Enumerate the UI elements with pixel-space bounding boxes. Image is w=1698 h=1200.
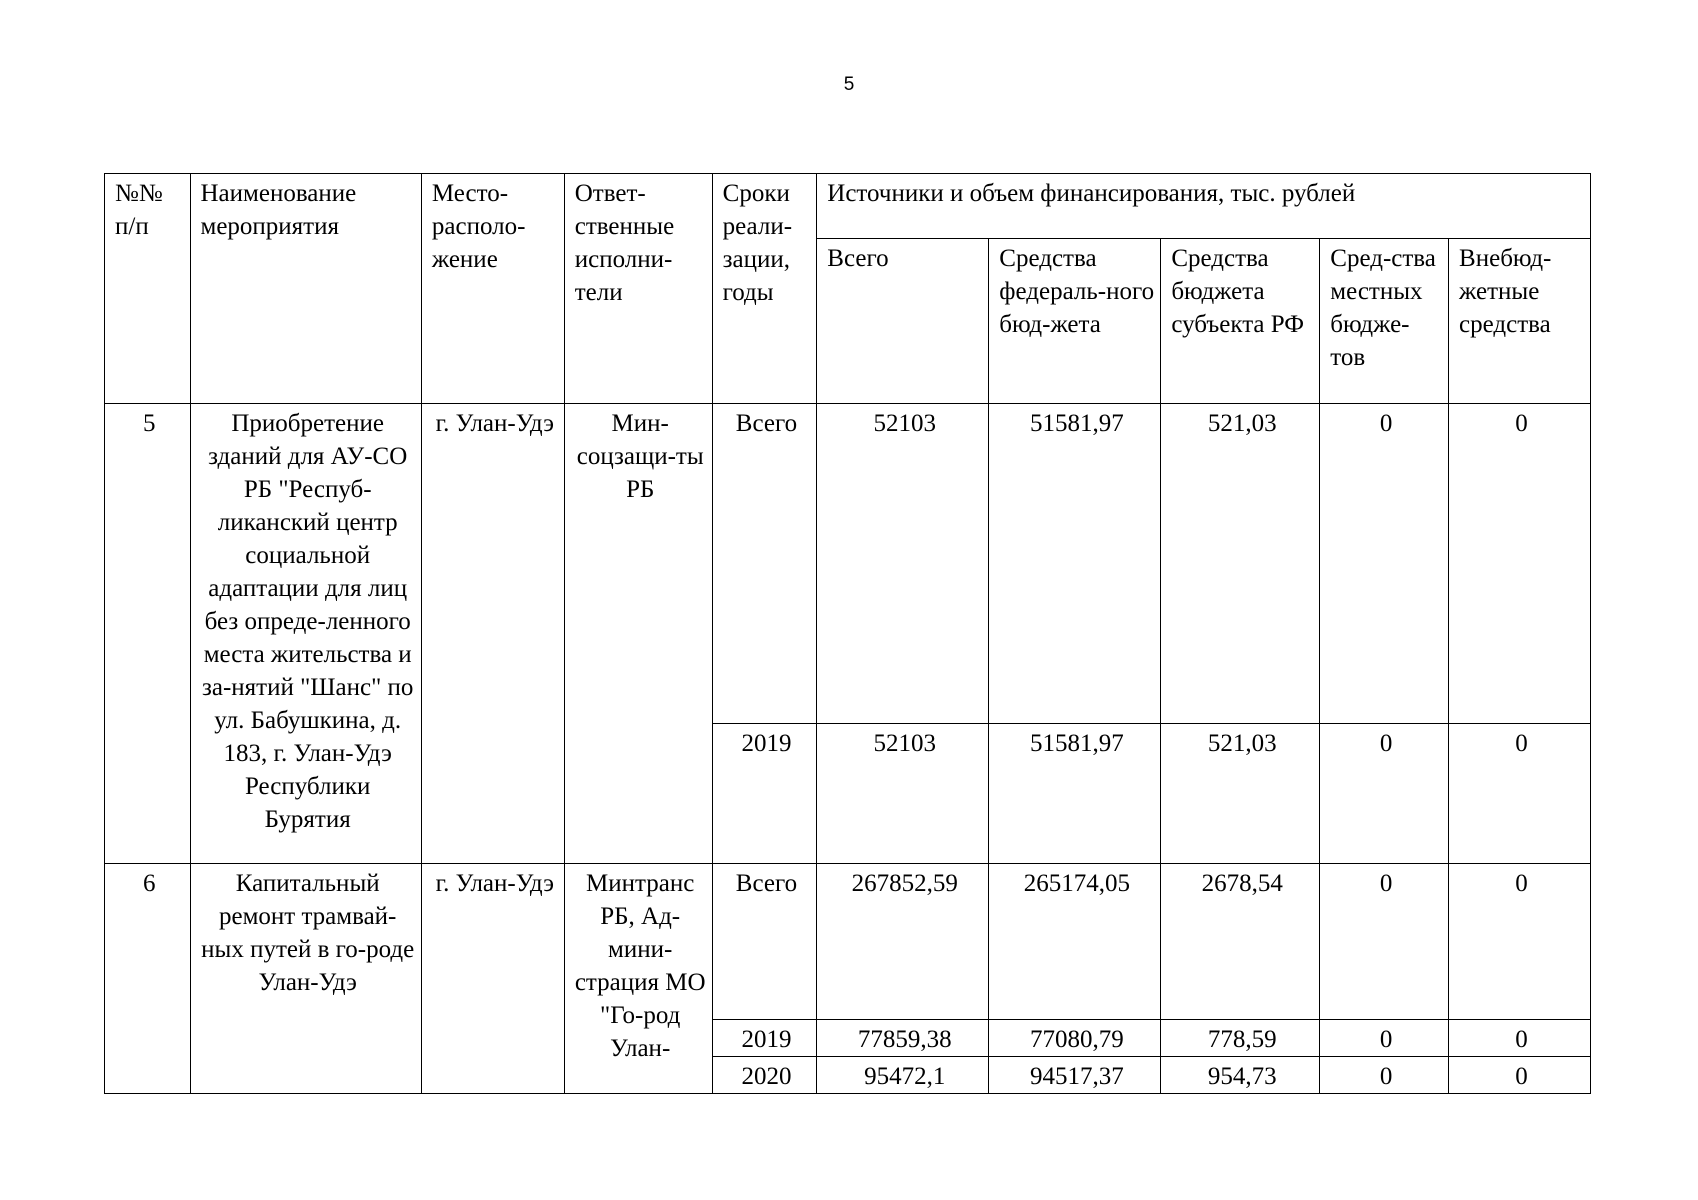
row-local: 0 (1320, 724, 1449, 864)
row-location: г. Улан-Удэ (421, 864, 564, 1094)
table-row (105, 404, 1591, 724)
header-local: Сред-ства местных бюдже-тов (1320, 239, 1449, 404)
row-period: 2019 (712, 1020, 817, 1057)
row-extra: 0 (1449, 1057, 1591, 1094)
row-local: 0 (1320, 404, 1449, 724)
row-federal: 265174,05 (989, 864, 1161, 1020)
row-federal: 51581,97 (989, 404, 1161, 724)
header-row-1 (105, 174, 1591, 239)
table-row (105, 864, 1591, 1020)
financing-table (104, 173, 1591, 1094)
row-extra: 0 (1449, 864, 1591, 1020)
row-federal: 94517,37 (989, 1057, 1161, 1094)
header-location: Место-располо-жение (421, 174, 564, 404)
page-number: 5 (843, 74, 855, 95)
row-total: 267852,59 (817, 864, 989, 1020)
row-local: 0 (1320, 864, 1449, 1020)
row-subject: 778,59 (1161, 1020, 1320, 1057)
header-num: №№ п/п (105, 174, 191, 404)
header-federal: Средства федераль-ного бюд-жета (989, 239, 1161, 404)
row-subject: 2678,54 (1161, 864, 1320, 1020)
header-sources: Источники и объем финансирования, тыс. рублей (817, 174, 1591, 239)
row-total: 95472,1 (817, 1057, 989, 1094)
row-extra: 0 (1449, 1020, 1591, 1057)
row-period: Всего (712, 864, 817, 1020)
row-num: 5 (105, 404, 191, 864)
row-total: 77859,38 (817, 1020, 989, 1057)
header-extra: Внебюд-жетные средства (1449, 239, 1591, 404)
header-subject: Средства бюджета субъекта РФ (1161, 239, 1320, 404)
header-name: Наименование мероприятия (190, 174, 421, 404)
header-total: Всего (817, 239, 989, 404)
row-local: 0 (1320, 1020, 1449, 1057)
row-extra: 0 (1449, 724, 1591, 864)
row-subject: 954,73 (1161, 1057, 1320, 1094)
row-location: г. Улан-Удэ (421, 404, 564, 864)
row-period: Всего (712, 404, 817, 724)
row-period: 2020 (712, 1057, 817, 1094)
row-name: Капитальный ремонт трамвай-ных путей в го-роде Улан-Удэ (190, 864, 421, 1094)
row-extra: 0 (1449, 404, 1591, 724)
row-federal: 77080,79 (989, 1020, 1161, 1057)
row-responsible: Мин-соцзащи-ты РБ (564, 404, 712, 864)
row-num: 6 (105, 864, 191, 1094)
row-local: 0 (1320, 1057, 1449, 1094)
header-responsible: Ответ-ственные исполни-тели (564, 174, 712, 404)
row-total: 52103 (817, 724, 989, 864)
row-name: Приобретение зданий для АУ-СО РБ "Респуб-ликанский центр социальной адаптации для лиц без опреде-ленного места жительства и за-нятий "Шанс" по ул. Бабушкина, д. 183, г. Улан-Удэ Республики Бурятия (190, 404, 421, 864)
row-total: 52103 (817, 404, 989, 724)
row-period: 2019 (712, 724, 817, 864)
row-subject: 521,03 (1161, 404, 1320, 724)
row-subject: 521,03 (1161, 724, 1320, 864)
row-federal: 51581,97 (989, 724, 1161, 864)
row-responsible: Минтранс РБ, Ад-мини-страция МО "Го-род Улан- (564, 864, 712, 1094)
header-period: Сроки реали-зации, годы (712, 174, 817, 404)
